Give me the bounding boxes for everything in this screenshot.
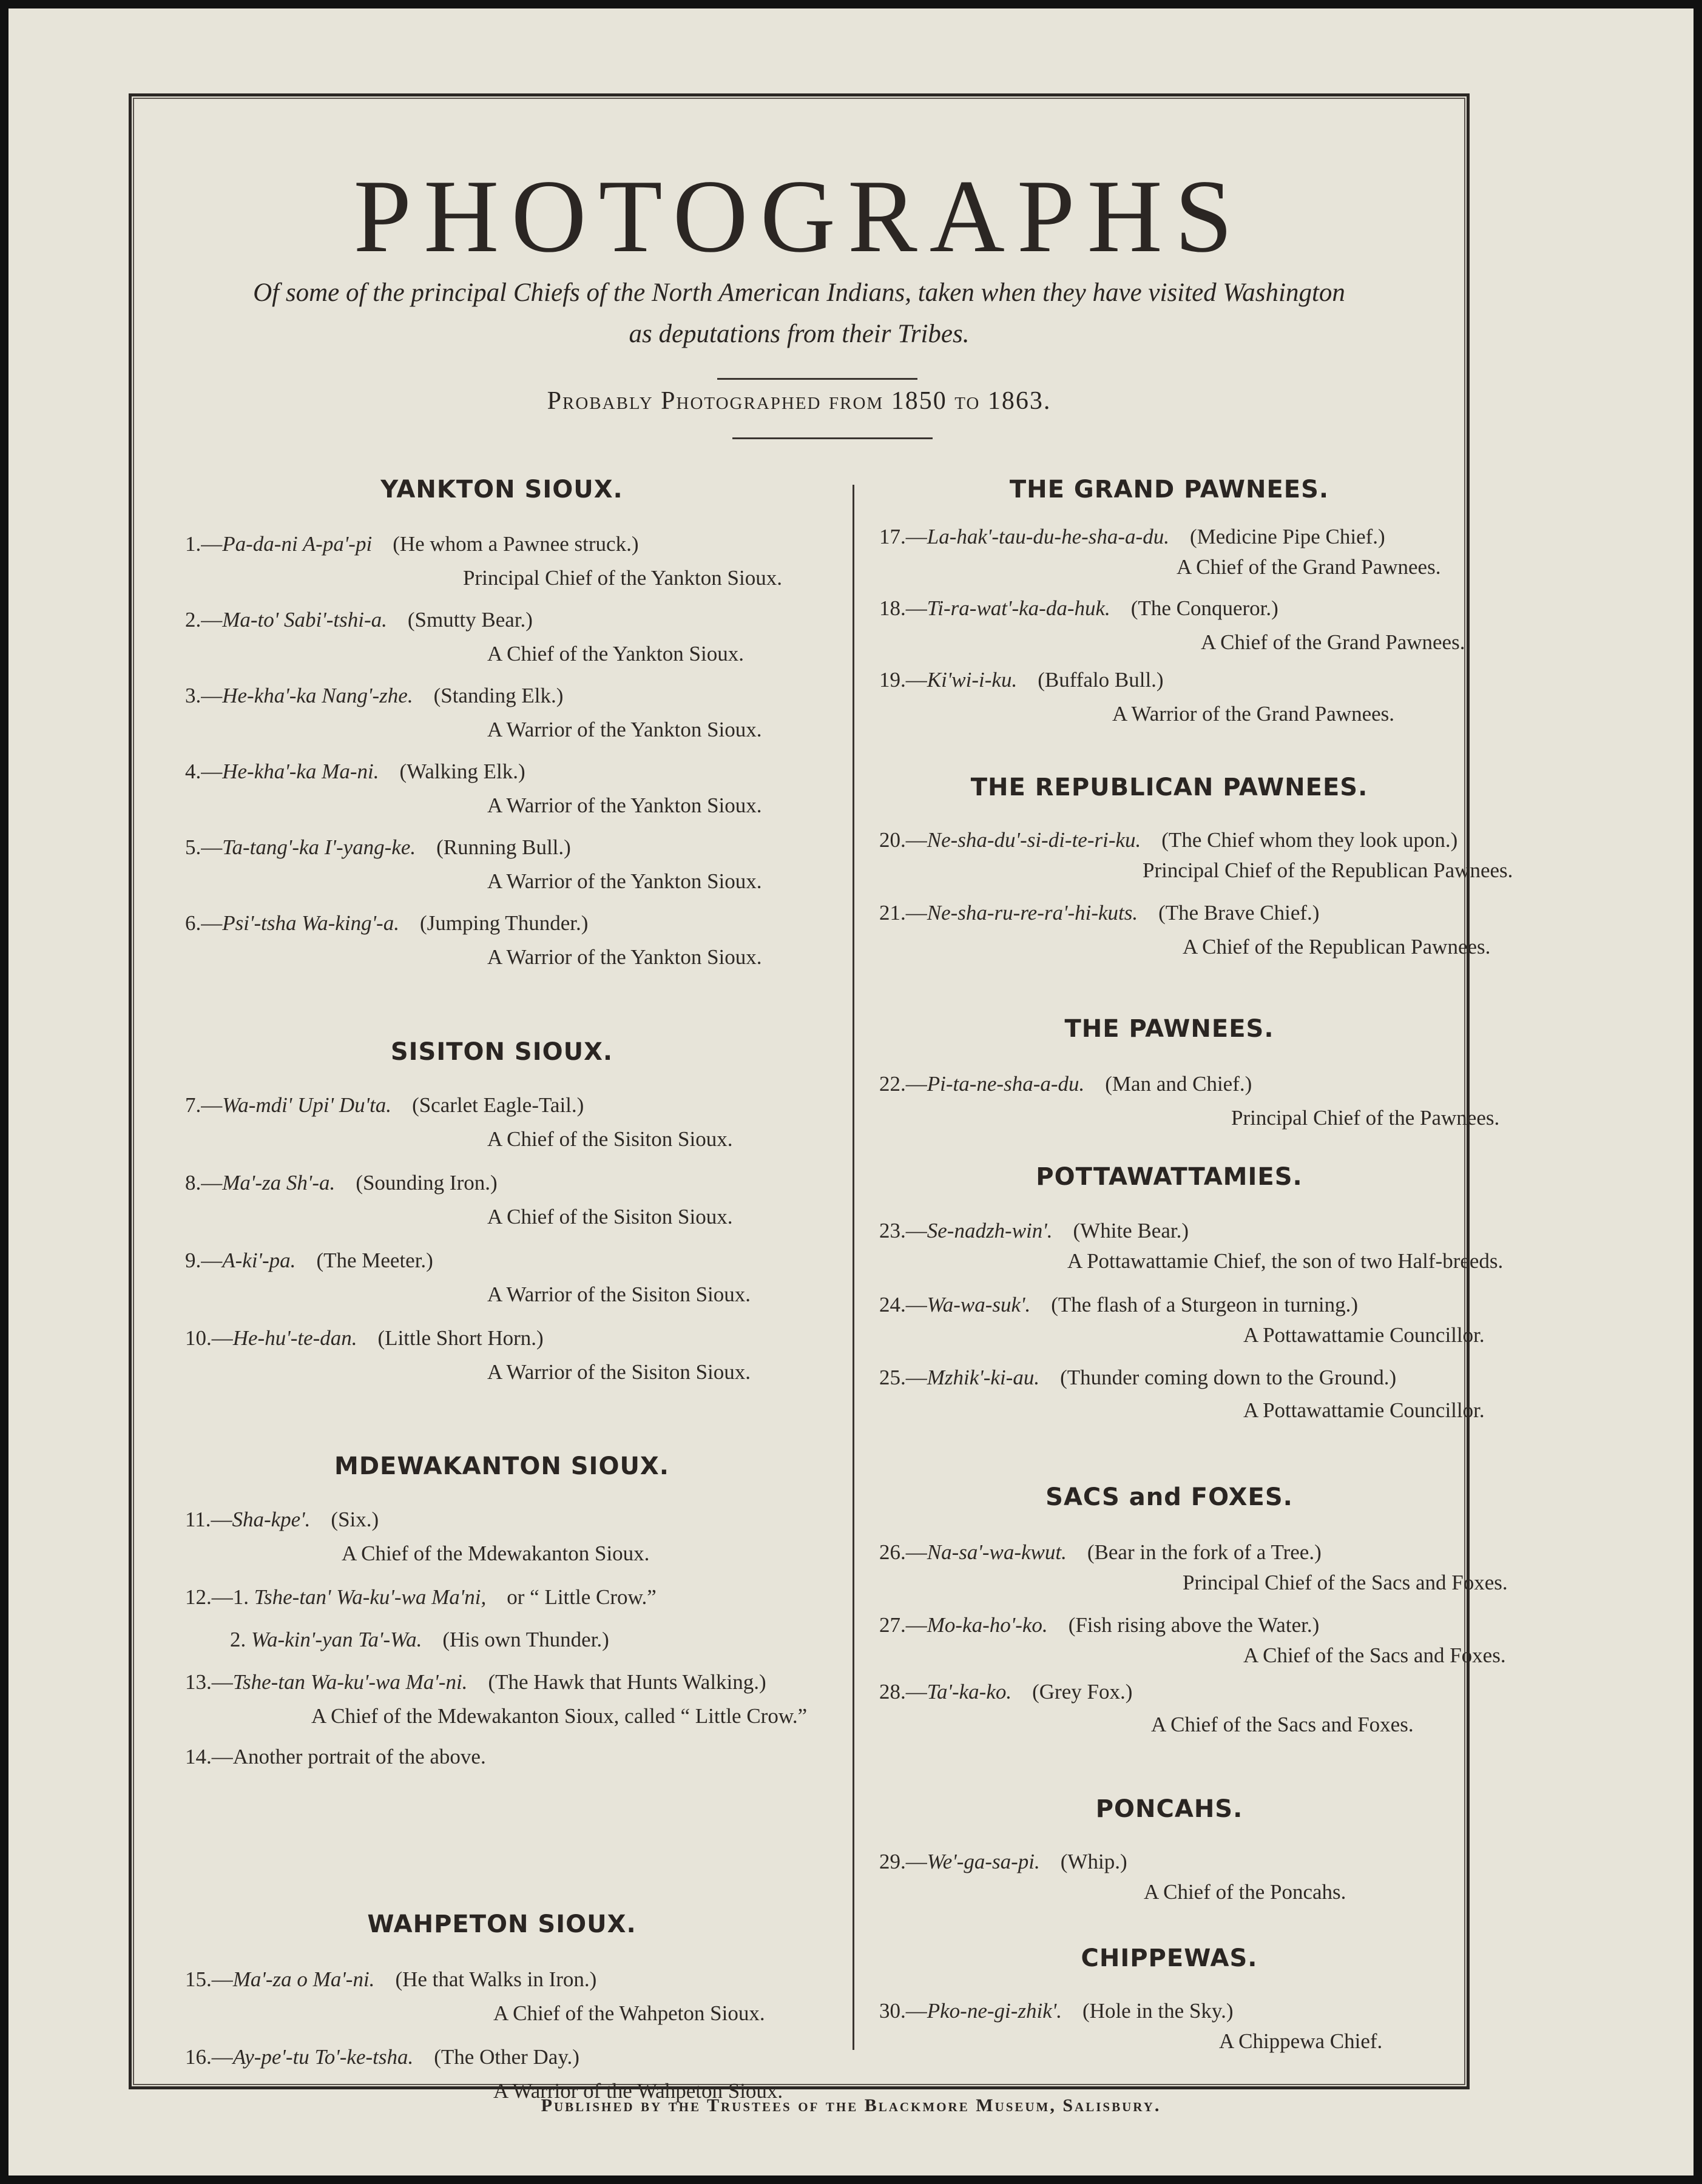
entry-25: 25.—Mzhik'-ki-au. (Thunder coming down to the Ground.) A Pottawattamie Councillor. (879, 1366, 1485, 1422)
column-divider (853, 485, 854, 2050)
entry-24: 24.—Wa-wa-suk'. (The flash of a Sturgeon in turning.) A Pottawattamie Councillor. (879, 1293, 1485, 1347)
entry-10: 10.—He-hu'-te-dan. (Little Short Horn.) A Warrior of the Sisiton Sioux. (185, 1326, 751, 1384)
entry-12-1: 12.—1. Tshe-tan' Wa-ku'-wa Ma'ni, or “ Little Crow.” (185, 1585, 657, 1609)
heading-sisiton-sioux: SISITON SIOUX. (390, 1038, 613, 1066)
heading-yankton-sioux: YANKTON SIOUX. (380, 476, 623, 504)
heading-pottawattamies: POTTAWATTAMIES. (1036, 1163, 1303, 1191)
heading-pawnees: THE PAWNEES. (1064, 1015, 1274, 1043)
entry-28: 28.—Ta'-ka-ko. (Grey Fox.) A Chief of the Sacs and Foxes. (879, 1680, 1414, 1736)
entry-11: 11.—Sha-kpe'. (Six.) A Chief of the Mdewakanton Sioux. (185, 1508, 650, 1565)
entry-29: 29.—We'-ga-sa-pi. (Whip.) A Chief of the Poncahs. (879, 1850, 1346, 1904)
entry-19: 19.—Ki'wi-i-ku. (Buffalo Bull.) A Warrior of the Grand Pawnees. (879, 668, 1395, 726)
entry-7: 7.—Wa-mdi' Upi' Du'ta. (Scarlet Eagle-Tail.) A Chief of the Sisiton Sioux. (185, 1093, 733, 1151)
catalogue-sheet (8, 8, 1694, 2176)
entry-23: 23.—Se-nadzh-win'. (White Bear.) A Pottawattamie Chief, the son of two Half-breeds. (879, 1219, 1504, 1273)
entry-12-2: 2. Wa-kin'-yan Ta'-Wa. (His own Thunder.) (230, 1628, 609, 1651)
entry-30: 30.—Pko-ne-gi-zhik'. (Hole in the Sky.) A Chippewa Chief. (879, 1999, 1383, 2053)
entry-27: 27.—Mo-ka-ho'-ko. (Fish rising above the Water.) A Chief of the Sacs and Foxes. (879, 1613, 1506, 1667)
heading-grand-pawnees: THE GRAND PAWNEES. (1009, 476, 1329, 504)
heading-republican-pawnees: THE REPUBLICAN PAWNEES. (970, 774, 1368, 801)
heading-chippewas: CHIPPEWAS. (1081, 1944, 1258, 1972)
entry-14: 14.—Another portrait of the above. (185, 1745, 486, 1768)
date-range: Probably Photographed from 1850 to 1863. (547, 387, 1052, 415)
entry-16: 16.—Ay-pe'-tu To'-ke-tsha. (The Other Day.) A Warrior of the Wahpeton Sioux. (185, 2045, 783, 2103)
entry-4: 4.—He-kha'-ka Ma-ni. (Walking Elk.) A Warrior of the Yankton Sioux. (185, 760, 762, 817)
entry-26: 26.—Na-sa'-wa-kwut. (Bear in the fork of a Tree.) Principal Chief of the Sacs and Foxes. (879, 1540, 1508, 1594)
entry-15: 15.—Ma'-za o Ma'-ni. (He that Walks in Iron.) A Chief of the Wahpeton Sioux. (185, 1967, 765, 2025)
publisher-footer: Published by the Trustees of the Blackmore Museum, Salisbury. (541, 2095, 1161, 2115)
entry-6: 6.—Psi'-tsha Wa-king'-a. (Jumping Thunder.) A Warrior of the Yankton Sioux. (185, 911, 762, 969)
entry-2: 2.—Ma-to' Sabi'-tshi-a. (Smutty Bear.) A Chief of the Yankton Sioux. (185, 608, 744, 666)
heading-poncahs: PONCAHS. (1095, 1795, 1243, 1823)
entry-5: 5.—Ta-tang'-ka I'-yang-ke. (Running Bull.) A Warrior of the Yankton Sioux. (185, 835, 762, 893)
page-subtitle (168, 272, 1430, 355)
entry-1: 1.—Pa-da-ni A-pa'-pi (He whom a Pawnee struck.) Principal Chief of the Yankton Sioux. (185, 532, 782, 590)
page-title: PHOTOGRAPHS (353, 159, 1245, 274)
rule-top (717, 378, 917, 380)
entry-20: 20.—Ne-sha-du'-si-di-te-ri-ku. (The Chief whom they look upon.) Principal Chief of the Republican Pawnees. (879, 828, 1513, 882)
entry-17: 17.—La-hak'-tau-du-he-sha-a-du. (Medicine Pipe Chief.) A Chief of the Grand Pawnees. (879, 525, 1441, 579)
entry-9: 9.—A-ki'-pa. (The Meeter.) A Warrior of the Sisiton Sioux. (185, 1249, 751, 1306)
subtitle-line-1: Of some of the principal Chiefs of the North American Indians, taken when they have visited Washington (253, 278, 1345, 307)
heading-wahpeton-sioux: WAHPETON SIOUX. (367, 1910, 637, 1938)
page-frame (129, 93, 1513, 2103)
entry-3: 3.—He-kha'-ka Nang'-zhe. (Standing Elk.) A Warrior of the Yankton Sioux. (185, 684, 762, 741)
entry-18: 18.—Ti-ra-wat'-ka-da-huk. (The Conqueror.) A Chief of the Grand Pawnees. (879, 596, 1465, 654)
heading-sacs-and-foxes: SACS and FOXES. (1045, 1483, 1293, 1511)
entry-21: 21.—Ne-sha-ru-re-ra'-hi-kuts. (The Brave Chief.) A Chief of the Republican Pawnees. (879, 901, 1491, 959)
entry-22: 22.—Pi-ta-ne-sha-a-du. (Man and Chief.) Principal Chief of the Pawnees. (879, 1072, 1500, 1130)
rule-bottom (732, 437, 933, 439)
entry-13: 13.—Tshe-tan Wa-ku'-wa Ma'-ni. (The Hawk that Hunts Walking.) A Chief of the Mdewakanton Sioux, called “ Little Crow.” (185, 1670, 808, 1728)
entry-8: 8.—Ma'-za Sh'-a. (Sounding Iron.) A Chief of the Sisiton Sioux. (185, 1171, 733, 1228)
heading-mdewakanton-sioux: MDEWAKANTON SIOUX. (334, 1452, 669, 1480)
subtitle-line-2: as deputations from their Tribes. (629, 320, 970, 348)
